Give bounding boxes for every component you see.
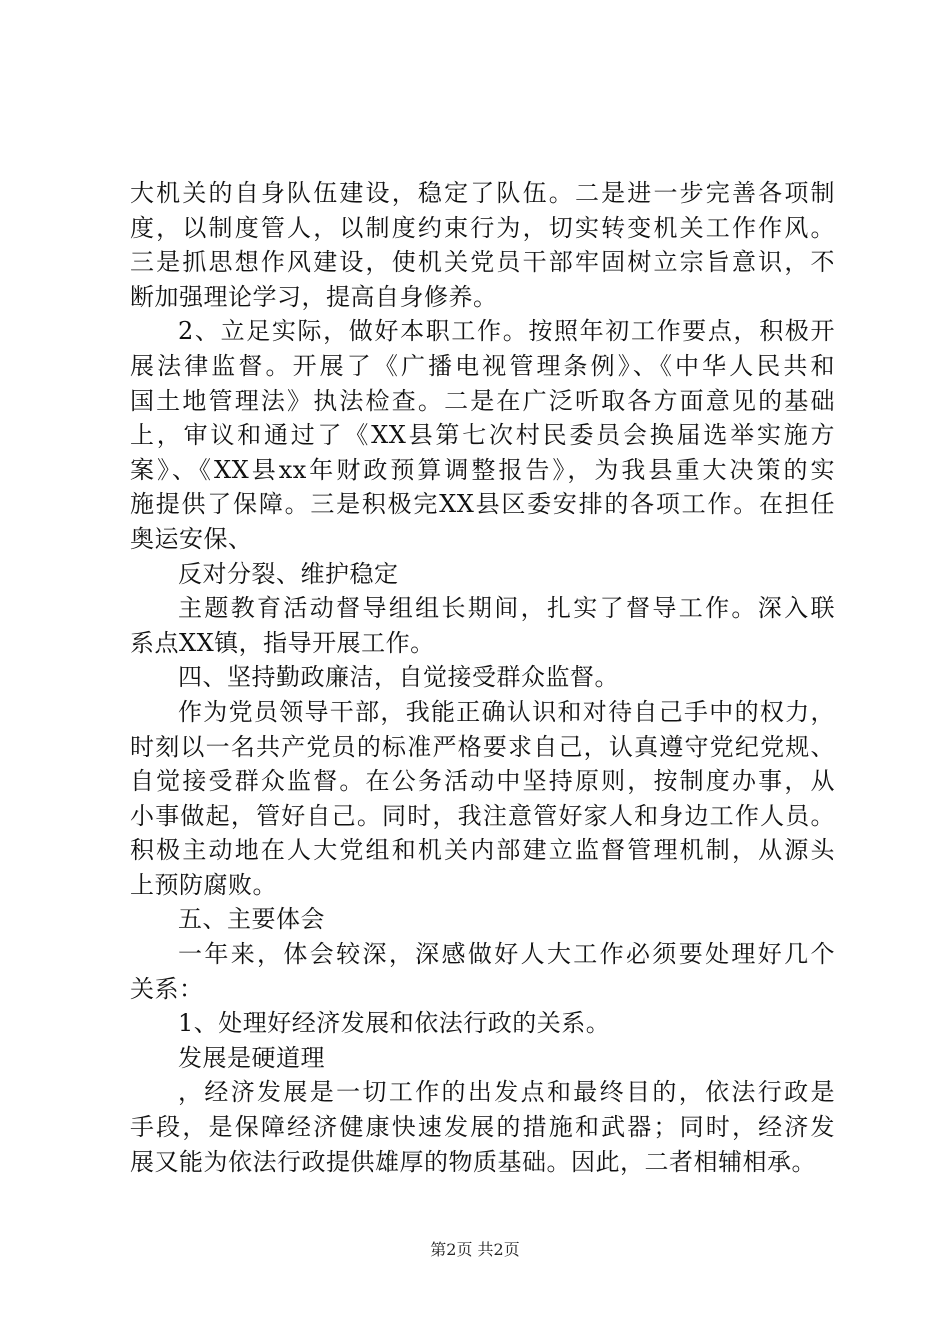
text-line: 奥运安保、 [130, 524, 253, 553]
text-line: 系点XX镇，指导开展工作。 [130, 628, 435, 657]
text-line: 主题教育活动督导组组长期间，扎实了督导工作。深入联 [178, 594, 835, 623]
text-line: 1、处理好经济发展和依法行政的关系。 [178, 1009, 611, 1038]
text-line: 国土地管理法》执法检查。二是在广泛听取各方面意见的基础 [130, 386, 835, 415]
text-line: 发展是硬道理 [178, 1043, 325, 1072]
text-line: ，经济发展是一切工作的出发点和最终目的，依法行政是 [178, 1078, 835, 1107]
text-line: 作为党员领导干部，我能正确认识和对待自己手中的权力， [178, 697, 835, 726]
text-line: 大机关的自身队伍建设，稳定了队伍。二是进一步完善各项制 [130, 179, 835, 207]
text-line: 四、坚持勤政廉洁，自觉接受群众监督。 [178, 663, 619, 692]
text-line: 小事做起，管好自己。同时，我注意管好家人和身边工作人员。 [130, 801, 835, 830]
text-line: 自觉接受群众监督。在公务活动中坚持原则，按制度办事，从 [130, 767, 835, 796]
text-line: 展法律监督。开展了《广播电视管理条例》、《中华人民共和 [130, 351, 835, 380]
text-line: 关系： [130, 974, 204, 1003]
text-line: 度，以制度管人，以制度约束行为，切实转变机关工作作风。 [130, 213, 835, 242]
text-line: 断加强理论学习，提高自身修养。 [130, 282, 498, 311]
text-line: 反对分裂、维护稳定 [178, 559, 399, 588]
text-line: 案》、《XX县xx年财政预算调整报告》，为我县重大决策的实 [130, 455, 835, 484]
text-line: 展又能为依法行政提供雄厚的物质基础。因此，二者相辅相承。 [130, 1147, 816, 1176]
text-line: 施提供了保障。三是积极完XX县区委安排的各项工作。在担任 [130, 490, 835, 519]
text-line: 五、主要体会 [178, 905, 325, 934]
text-line: 上预防腐败。 [130, 870, 277, 899]
text-line: 积极主动地在人大党组和机关内部建立监督管理机制，从源头 [130, 836, 835, 865]
text-line: 上，审议和通过了《XX县第七次村民委员会换届选举实施方 [130, 421, 835, 450]
text-line: 一年来，体会较深，深感做好人大工作必须要处理好几个 [178, 940, 835, 969]
text-line: 手段，是保障经济健康快速发展的措施和武器；同时，经济发 [130, 1113, 835, 1142]
text-line: 三是抓思想作风建设，使机关党员干部牢固树立宗旨意识，不 [130, 248, 835, 277]
text-line: 时刻以一名共产党员的标准严格要求自己，认真遵守党纪党规、 [130, 732, 835, 761]
body-text [130, 176, 835, 1179]
page-footer: 第2页 共2页 [430, 1240, 520, 1259]
text-line: 2、立足实际，做好本职工作。按照年初工作要点，积极开 [178, 317, 835, 346]
